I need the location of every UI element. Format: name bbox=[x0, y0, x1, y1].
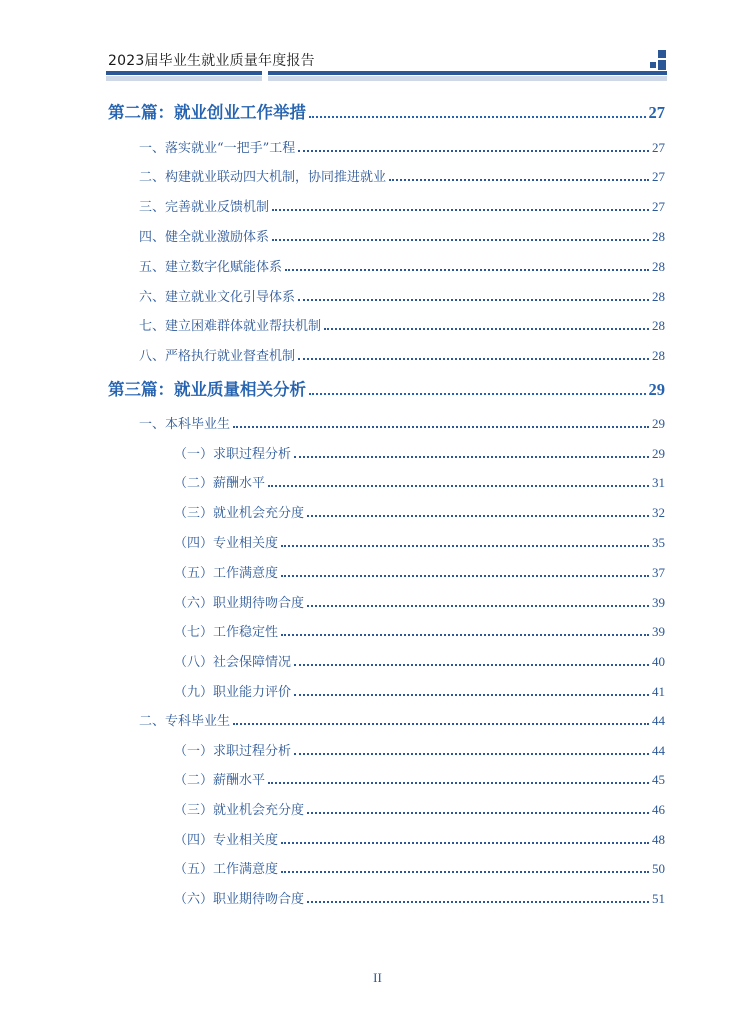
toc-entry-label: （五）工作满意度 bbox=[174, 566, 279, 581]
toc-entry-label: 八、严格执行就业督查机制 bbox=[139, 349, 296, 364]
toc-subsection-entry[interactable] bbox=[174, 502, 665, 521]
toc-entry-label: （九）职业能力评价 bbox=[174, 685, 292, 700]
toc-entry-label: 三、完善就业反馈机制 bbox=[139, 200, 270, 215]
toc-entry-label: （七）工作稳定性 bbox=[174, 625, 279, 640]
toc-leader-dots bbox=[272, 239, 649, 241]
toc-entry-label: （四）专业相关度 bbox=[174, 536, 279, 551]
toc-section-entry[interactable] bbox=[139, 226, 665, 245]
toc-leader-dots bbox=[389, 179, 649, 181]
toc-subsection-entry[interactable] bbox=[174, 829, 665, 848]
toc-entry-page: 50 bbox=[652, 861, 665, 876]
toc-leader-dots bbox=[309, 393, 646, 395]
toc-subsection-entry[interactable] bbox=[174, 621, 665, 640]
toc-entry-page: 40 bbox=[652, 654, 665, 669]
toc-entry-page: 28 bbox=[652, 259, 665, 274]
toc-section-entry[interactable] bbox=[139, 137, 665, 156]
toc-subsection-entry[interactable] bbox=[174, 799, 665, 818]
toc-entry-page: 37 bbox=[652, 565, 665, 580]
toc-subsection-entry[interactable] bbox=[174, 681, 665, 700]
toc-leader-dots bbox=[285, 269, 649, 271]
toc-leader-dots bbox=[307, 812, 649, 814]
toc-leader-dots bbox=[294, 753, 649, 755]
toc-subsection-entry[interactable] bbox=[174, 532, 665, 551]
toc-entry-page: 27 bbox=[652, 140, 665, 155]
toc-chapter-entry[interactable] bbox=[108, 376, 665, 400]
toc-entry-page: 28 bbox=[652, 229, 665, 244]
toc-leader-dots bbox=[233, 426, 649, 428]
toc-entry-page: 46 bbox=[652, 802, 665, 817]
toc-entry-page: 41 bbox=[652, 684, 665, 699]
header-rule-gap bbox=[262, 70, 268, 82]
toc-leader-dots bbox=[309, 116, 646, 118]
toc-entry-label: 五、建立数字化赋能体系 bbox=[139, 260, 283, 275]
toc-leader-dots bbox=[298, 358, 649, 360]
toc-section-entry[interactable] bbox=[139, 256, 665, 275]
toc-subsection-entry[interactable] bbox=[174, 443, 665, 462]
report-title: 2023届毕业生就业质量年度报告 bbox=[108, 53, 315, 69]
toc-entry-page: 29 bbox=[648, 380, 665, 399]
toc-subsection-entry[interactable] bbox=[174, 740, 665, 759]
toc-section-entry[interactable] bbox=[139, 286, 665, 305]
toc-leader-dots bbox=[307, 515, 649, 517]
toc-section-entry[interactable] bbox=[139, 710, 665, 729]
toc-entry-label: 第二篇：就业创业工作举措 bbox=[108, 103, 306, 122]
toc-leader-dots bbox=[268, 782, 649, 784]
toc-entry-page: 28 bbox=[652, 289, 665, 304]
toc-subsection-entry[interactable] bbox=[174, 592, 665, 611]
logo-icon bbox=[646, 50, 666, 70]
toc-leader-dots bbox=[294, 664, 649, 666]
toc-entry-label: （二）薪酬水平 bbox=[174, 476, 266, 491]
toc-entry-page: 28 bbox=[652, 318, 665, 333]
toc-entry-page: 44 bbox=[652, 743, 665, 758]
toc-entry-page: 44 bbox=[652, 713, 665, 728]
toc-entry-label: 一、落实就业“一把手”工程 bbox=[139, 141, 296, 156]
toc-entry-page: 39 bbox=[652, 624, 665, 639]
toc-entry-page: 27 bbox=[648, 103, 665, 122]
toc-entry-page: 27 bbox=[652, 169, 665, 184]
toc-leader-dots bbox=[281, 634, 649, 636]
toc-leader-dots bbox=[294, 694, 649, 696]
toc-entry-label: 七、建立困难群体就业帮扶机制 bbox=[139, 319, 322, 334]
toc-entry-label: （一）求职过程分析 bbox=[174, 447, 292, 462]
toc-leader-dots bbox=[307, 605, 649, 607]
toc-section-entry[interactable] bbox=[139, 345, 665, 364]
toc-leader-dots bbox=[233, 723, 649, 725]
toc-entry-page: 51 bbox=[652, 891, 665, 906]
header-rule-light bbox=[106, 76, 667, 81]
page-number: II bbox=[373, 970, 382, 985]
toc-subsection-entry[interactable] bbox=[174, 651, 665, 670]
toc-entry-label: （五）工作满意度 bbox=[174, 862, 279, 877]
toc-entry-label: 二、专科毕业生 bbox=[139, 714, 231, 729]
toc-entry-page: 32 bbox=[652, 505, 665, 520]
toc-entry-label: （八）社会保障情况 bbox=[174, 655, 292, 670]
toc-entry-page: 27 bbox=[652, 199, 665, 214]
toc-leader-dots bbox=[268, 485, 649, 487]
toc-entry-page: 45 bbox=[652, 772, 665, 787]
toc-entry-page: 29 bbox=[652, 416, 665, 431]
toc-section-entry[interactable] bbox=[139, 196, 665, 215]
toc-subsection-entry[interactable] bbox=[174, 769, 665, 788]
toc-leader-dots bbox=[324, 328, 649, 330]
toc-leader-dots bbox=[294, 456, 649, 458]
toc-entry-label: （三）就业机会充分度 bbox=[174, 506, 305, 521]
toc-section-entry[interactable] bbox=[139, 413, 665, 432]
toc-leader-dots bbox=[298, 150, 649, 152]
toc-entry-label: 第三篇：就业质量相关分析 bbox=[108, 380, 306, 399]
toc-leader-dots bbox=[272, 209, 649, 211]
toc-entry-label: （三）就业机会充分度 bbox=[174, 803, 305, 818]
toc-entry-label: （六）职业期待吻合度 bbox=[174, 892, 305, 907]
toc-entry-page: 31 bbox=[652, 475, 665, 490]
toc-entry-label: （二）薪酬水平 bbox=[174, 773, 266, 788]
toc-leader-dots bbox=[281, 871, 649, 873]
toc-entry-label: 四、健全就业激励体系 bbox=[139, 230, 270, 245]
toc-leader-dots bbox=[298, 299, 649, 301]
toc-entry-label: （四）专业相关度 bbox=[174, 833, 279, 848]
toc-subsection-entry[interactable] bbox=[174, 472, 665, 491]
toc-leader-dots bbox=[281, 545, 649, 547]
toc-section-entry[interactable] bbox=[139, 166, 665, 185]
toc-entry-page: 48 bbox=[652, 832, 665, 847]
toc-leader-dots bbox=[307, 901, 649, 903]
toc-entry-label: （一）求职过程分析 bbox=[174, 744, 292, 759]
toc-entry-page: 35 bbox=[652, 535, 665, 550]
toc-entry-label: （六）职业期待吻合度 bbox=[174, 596, 305, 611]
toc-leader-dots bbox=[281, 842, 649, 844]
toc-entry-label: 二、构建就业联动四大机制，协同推进就业 bbox=[139, 170, 387, 185]
toc-leader-dots bbox=[281, 575, 649, 577]
toc-entry-page: 29 bbox=[652, 446, 665, 461]
toc-subsection-entry[interactable] bbox=[174, 858, 665, 877]
toc-entry-page: 39 bbox=[652, 595, 665, 610]
toc-subsection-entry[interactable] bbox=[174, 562, 665, 581]
toc-subsection-entry[interactable] bbox=[174, 888, 665, 907]
toc-section-entry[interactable] bbox=[139, 315, 665, 334]
toc-entry-label: 六、建立就业文化引导体系 bbox=[139, 290, 296, 305]
toc-entry-page: 28 bbox=[652, 348, 665, 363]
header-rule bbox=[106, 71, 667, 75]
toc-entry-label: 一、本科毕业生 bbox=[139, 417, 231, 432]
toc-chapter-entry[interactable] bbox=[108, 99, 665, 123]
